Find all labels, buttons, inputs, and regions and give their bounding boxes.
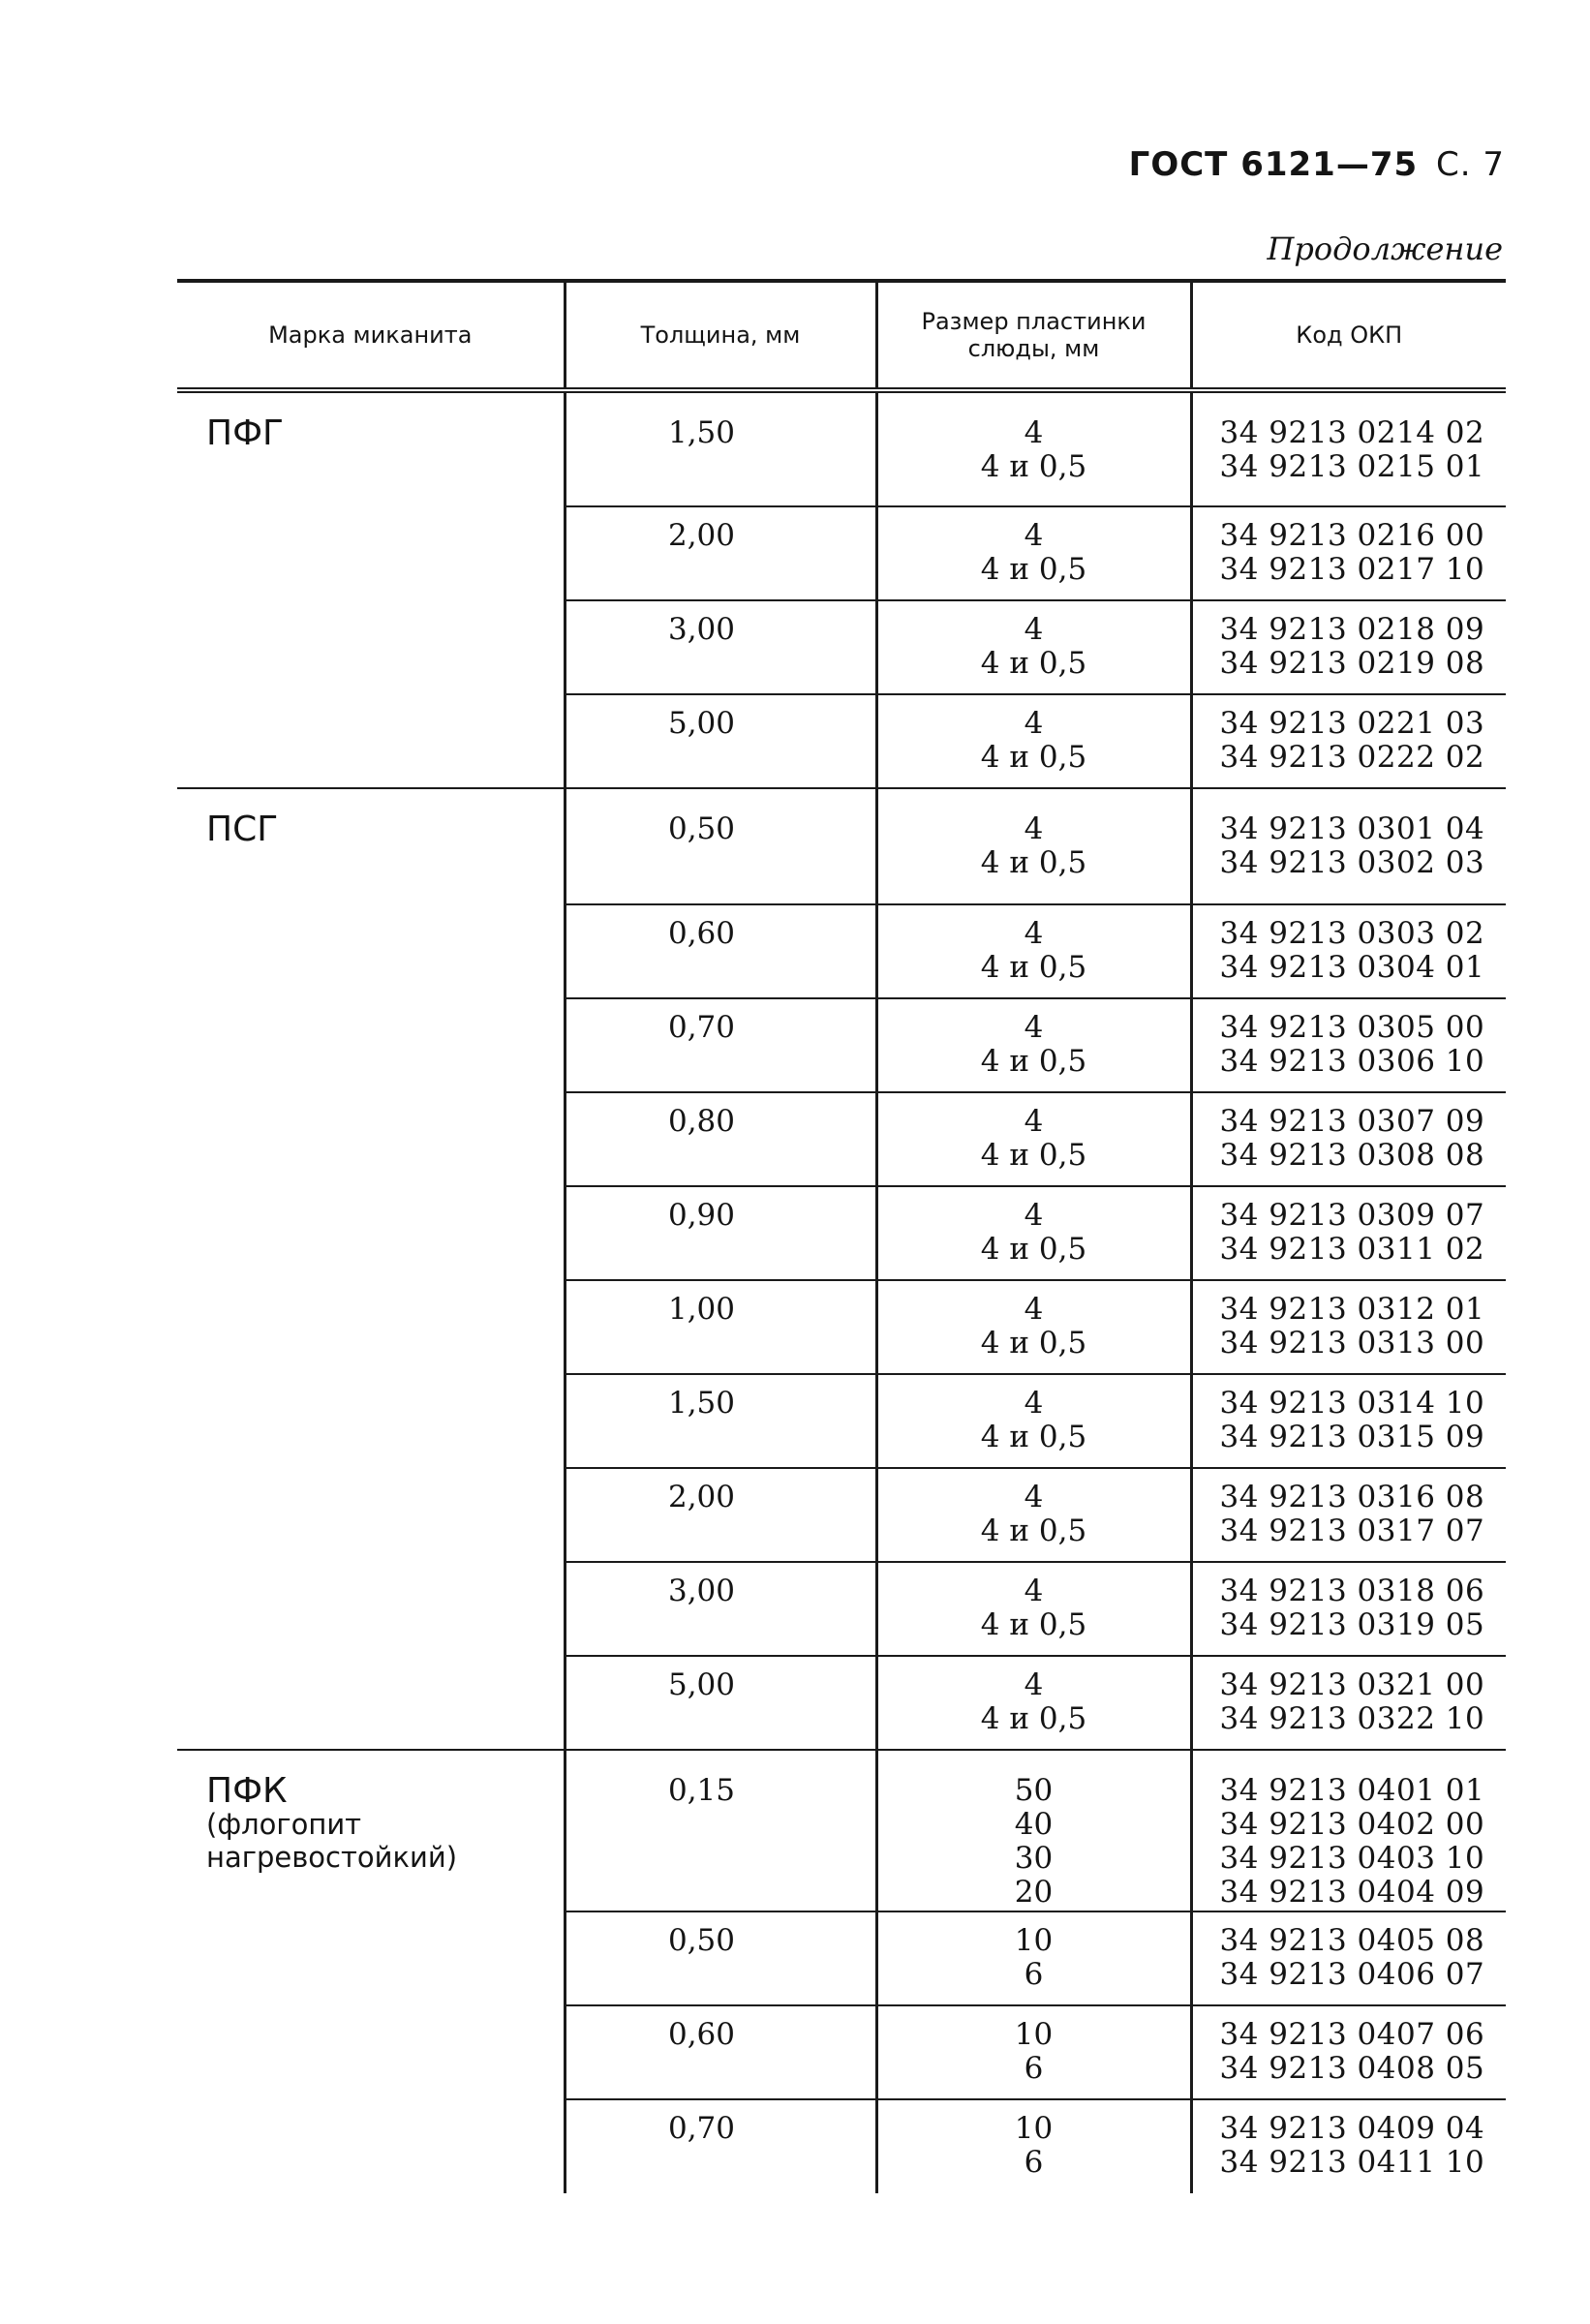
mica-size-value: 4 (1024, 518, 1044, 553)
table-row (177, 1911, 1506, 2005)
okp-code-value: 34 9213 0405 08 (1219, 1923, 1485, 1958)
table-row (177, 1750, 1506, 1911)
cell-mark (177, 1092, 565, 1186)
column-header-mark: Марка миканита (177, 281, 565, 390)
cell-thickness: 5,00 (565, 694, 876, 788)
mica-size-value: 10 (1014, 1923, 1054, 1958)
mica-size-value: 4 (1024, 1104, 1044, 1139)
okp-code-value: 34 9213 0303 02 (1219, 916, 1485, 951)
mica-size-value: 4 (1024, 1574, 1044, 1608)
okp-code-value: 34 9213 0302 03 (1219, 845, 1485, 880)
cell-mark (177, 1750, 565, 1911)
mica-size-value: 10 (1014, 2017, 1054, 2052)
mica-size-value: 4 и 0,5 (980, 1420, 1087, 1454)
cell-mark (177, 1911, 565, 2005)
okp-code-value: 34 9213 0214 02 (1219, 415, 1485, 450)
okp-code-value: 34 9213 0318 06 (1219, 1574, 1485, 1608)
cell-mica-size (876, 1092, 1191, 1186)
mica-size-value: 4 и 0,5 (980, 950, 1087, 985)
mica-size-value: 4 (1024, 1292, 1044, 1327)
okp-code-value: 34 9213 0411 10 (1219, 2145, 1485, 2180)
table-row (177, 1092, 1506, 1186)
mica-size-value: 4 и 0,5 (980, 1607, 1087, 1642)
okp-code-value: 34 9213 0215 01 (1219, 449, 1485, 484)
cell-mica-size (876, 506, 1191, 600)
cell-mark (177, 1656, 565, 1750)
okp-code-value: 34 9213 0222 02 (1219, 740, 1485, 775)
okp-code-value: 34 9213 0308 08 (1219, 1138, 1485, 1173)
okp-code-value: 34 9213 0322 10 (1219, 1701, 1485, 1736)
cell-mica-size (876, 998, 1191, 1092)
okp-code-value: 34 9213 0217 10 (1219, 552, 1485, 587)
okp-code-value: 34 9213 0401 01 (1219, 1773, 1485, 1808)
mica-size-value: 4 (1024, 811, 1044, 846)
cell-okp-code (1191, 2099, 1506, 2193)
cell-thickness: 2,00 (565, 506, 876, 600)
cell-thickness: 2,00 (565, 1468, 876, 1562)
cell-mica-size (876, 2099, 1191, 2193)
mica-size-value: 4 (1024, 706, 1044, 741)
table-row (177, 1468, 1506, 1562)
mica-size-value: 4 и 0,5 (980, 646, 1087, 681)
cell-mark (177, 1468, 565, 1562)
cell-mica-size (876, 1750, 1191, 1911)
cell-thickness: 0,90 (565, 1186, 876, 1280)
standard-number: ГОСТ 6121—75 (1128, 145, 1419, 184)
mica-grade-label: ПСГ (206, 810, 279, 849)
okp-code-value: 34 9213 0301 04 (1219, 811, 1485, 846)
cell-okp-code (1191, 1280, 1506, 1374)
cell-mark (177, 2099, 565, 2193)
cell-okp-code (1191, 788, 1506, 904)
cell-okp-code (1191, 2005, 1506, 2099)
okp-code-value: 34 9213 0306 10 (1219, 1044, 1485, 1079)
cell-mica-size (876, 1562, 1191, 1656)
table-row (177, 1562, 1506, 1656)
cell-mica-size (876, 904, 1191, 998)
okp-code-value: 34 9213 0316 08 (1219, 1480, 1485, 1514)
page-header (1129, 145, 1505, 184)
mica-size-value: 6 (1024, 2051, 1044, 2086)
column-header-thickness: Толщина, мм (565, 281, 876, 390)
okp-code-value: 34 9213 0218 09 (1219, 612, 1485, 647)
cell-okp-code (1191, 1750, 1506, 1911)
mica-size-value: 6 (1024, 2145, 1044, 2180)
table-row (177, 2005, 1506, 2099)
mica-size-value: 4 (1024, 1198, 1044, 1233)
cell-okp-code (1191, 694, 1506, 788)
okp-code-value: 34 9213 0309 07 (1219, 1198, 1485, 1233)
cell-thickness: 0,50 (565, 788, 876, 904)
cell-okp-code (1191, 998, 1506, 1092)
mica-size-value: 4 (1024, 1010, 1044, 1045)
okp-code-value: 34 9213 0314 10 (1219, 1386, 1485, 1421)
table-row (177, 998, 1506, 1092)
cell-mica-size (876, 1186, 1191, 1280)
okp-code-value: 34 9213 0404 09 (1219, 1875, 1485, 1910)
cell-thickness: 0,70 (565, 998, 876, 1092)
mica-size-value: 4 и 0,5 (980, 1326, 1087, 1361)
mica-size-value: 20 (1014, 1875, 1054, 1910)
cell-mica-size (876, 694, 1191, 788)
mica-size-value: 40 (1014, 1807, 1054, 1842)
mica-grade-note: нагревостойкий) (206, 1841, 458, 1874)
okp-code-value: 34 9213 0406 07 (1219, 1957, 1485, 1992)
table-header-row (177, 281, 1506, 390)
mica-grade-label: ПФГ (206, 413, 285, 453)
okp-code-value: 34 9213 0315 09 (1219, 1420, 1485, 1454)
mica-size-value: 4 (1024, 916, 1044, 951)
cell-mark (177, 1186, 565, 1280)
mica-size-value: 4 (1024, 612, 1044, 647)
mica-size-value: 4 и 0,5 (980, 449, 1087, 484)
okp-code-value: 34 9213 0407 06 (1219, 2017, 1485, 2052)
column-header-mica-size: Размер пластинки слюды, мм (876, 281, 1191, 390)
cell-thickness: 0,15 (565, 1750, 876, 1911)
cell-okp-code (1191, 1468, 1506, 1562)
okp-code-value: 34 9213 0307 09 (1219, 1104, 1485, 1139)
cell-mark (177, 390, 565, 506)
cell-thickness: 3,00 (565, 1562, 876, 1656)
cell-okp-code (1191, 1911, 1506, 2005)
cell-thickness: 0,80 (565, 1092, 876, 1186)
mica-size-value: 4 и 0,5 (980, 845, 1087, 880)
mica-size-value: 4 (1024, 1667, 1044, 1702)
mica-size-value: 50 (1014, 1773, 1054, 1808)
cell-mark (177, 694, 565, 788)
cell-mark (177, 788, 565, 904)
mica-size-value: 4 и 0,5 (980, 740, 1087, 775)
cell-mica-size (876, 1280, 1191, 1374)
okp-code-value: 34 9213 0221 03 (1219, 706, 1485, 741)
column-header-okp-code: Код ОКП (1191, 281, 1506, 390)
table-row (177, 390, 1506, 506)
table-row (177, 600, 1506, 694)
cell-thickness: 1,50 (565, 390, 876, 506)
okp-code-value: 34 9213 0304 01 (1219, 950, 1485, 985)
mica-size-value: 4 и 0,5 (980, 1232, 1087, 1267)
okp-code-value: 34 9213 0313 00 (1219, 1326, 1485, 1361)
cell-thickness: 0,60 (565, 904, 876, 998)
okp-code-value: 34 9213 0216 00 (1219, 518, 1485, 553)
cell-okp-code (1191, 1562, 1506, 1656)
mica-size-value: 4 (1024, 1480, 1044, 1514)
table-row (177, 788, 1506, 904)
cell-thickness: 1,50 (565, 1374, 876, 1468)
okp-code-value: 34 9213 0319 05 (1219, 1607, 1485, 1642)
cell-mark (177, 1562, 565, 1656)
cell-okp-code (1191, 600, 1506, 694)
mica-size-value: 4 (1024, 1386, 1044, 1421)
cell-okp-code (1191, 1656, 1506, 1750)
okp-code-table (177, 279, 1506, 2193)
cell-mark (177, 2005, 565, 2099)
cell-okp-code (1191, 390, 1506, 506)
okp-code-value: 34 9213 0311 02 (1219, 1232, 1485, 1267)
okp-code-value: 34 9213 0409 04 (1219, 2111, 1485, 2146)
okp-code-value: 34 9213 0403 10 (1219, 1841, 1485, 1876)
cell-mark (177, 904, 565, 998)
cell-okp-code (1191, 506, 1506, 600)
continuation-label: Продолжение (1267, 230, 1503, 267)
cell-mica-size (876, 1374, 1191, 1468)
cell-mica-size (876, 600, 1191, 694)
okp-code-value: 34 9213 0305 00 (1219, 1010, 1485, 1045)
okp-code-value: 34 9213 0402 00 (1219, 1807, 1485, 1842)
cell-mica-size (876, 390, 1191, 506)
cell-mica-size (876, 2005, 1191, 2099)
cell-mica-size (876, 1911, 1191, 2005)
table-row (177, 506, 1506, 600)
page-number: С. 7 (1436, 145, 1505, 184)
mica-size-value: 4 и 0,5 (980, 1044, 1087, 1079)
cell-mark (177, 1280, 565, 1374)
mica-size-value: 4 и 0,5 (980, 1514, 1087, 1548)
cell-thickness: 3,00 (565, 600, 876, 694)
cell-mica-size (876, 1656, 1191, 1750)
okp-code-value: 34 9213 0317 07 (1219, 1514, 1485, 1548)
table-row (177, 1656, 1506, 1750)
table-row (177, 1374, 1506, 1468)
table-row (177, 1280, 1506, 1374)
mica-size-value: 4 и 0,5 (980, 1138, 1087, 1173)
cell-thickness: 0,70 (565, 2099, 876, 2193)
cell-okp-code (1191, 1186, 1506, 1280)
cell-mark (177, 600, 565, 694)
mica-grade-label: ПФК (206, 1771, 288, 1811)
okp-code-value: 34 9213 0321 00 (1219, 1667, 1485, 1702)
cell-mica-size (876, 1468, 1191, 1562)
cell-okp-code (1191, 904, 1506, 998)
okp-code-value: 34 9213 0312 01 (1219, 1292, 1485, 1327)
table-row (177, 694, 1506, 788)
cell-thickness: 1,00 (565, 1280, 876, 1374)
table-body (177, 390, 1506, 2193)
mica-size-value: 30 (1014, 1841, 1054, 1876)
cell-thickness: 0,60 (565, 2005, 876, 2099)
mica-grade-note: (флогопит (206, 1808, 362, 1841)
cell-mark (177, 1374, 565, 1468)
mica-size-value: 4 (1024, 415, 1044, 450)
table-row (177, 1186, 1506, 1280)
okp-code-value: 34 9213 0408 05 (1219, 2051, 1485, 2086)
okp-code-value: 34 9213 0219 08 (1219, 646, 1485, 681)
cell-mark (177, 506, 565, 600)
cell-thickness: 0,50 (565, 1911, 876, 2005)
table-row (177, 2099, 1506, 2193)
mica-size-value: 4 и 0,5 (980, 1701, 1087, 1736)
cell-okp-code (1191, 1374, 1506, 1468)
cell-mark (177, 998, 565, 1092)
cell-mica-size (876, 788, 1191, 904)
cell-okp-code (1191, 1092, 1506, 1186)
table-row (177, 904, 1506, 998)
mica-size-value: 10 (1014, 2111, 1054, 2146)
mica-size-value: 4 и 0,5 (980, 552, 1087, 587)
mica-size-value: 6 (1024, 1957, 1044, 1992)
cell-thickness: 5,00 (565, 1656, 876, 1750)
